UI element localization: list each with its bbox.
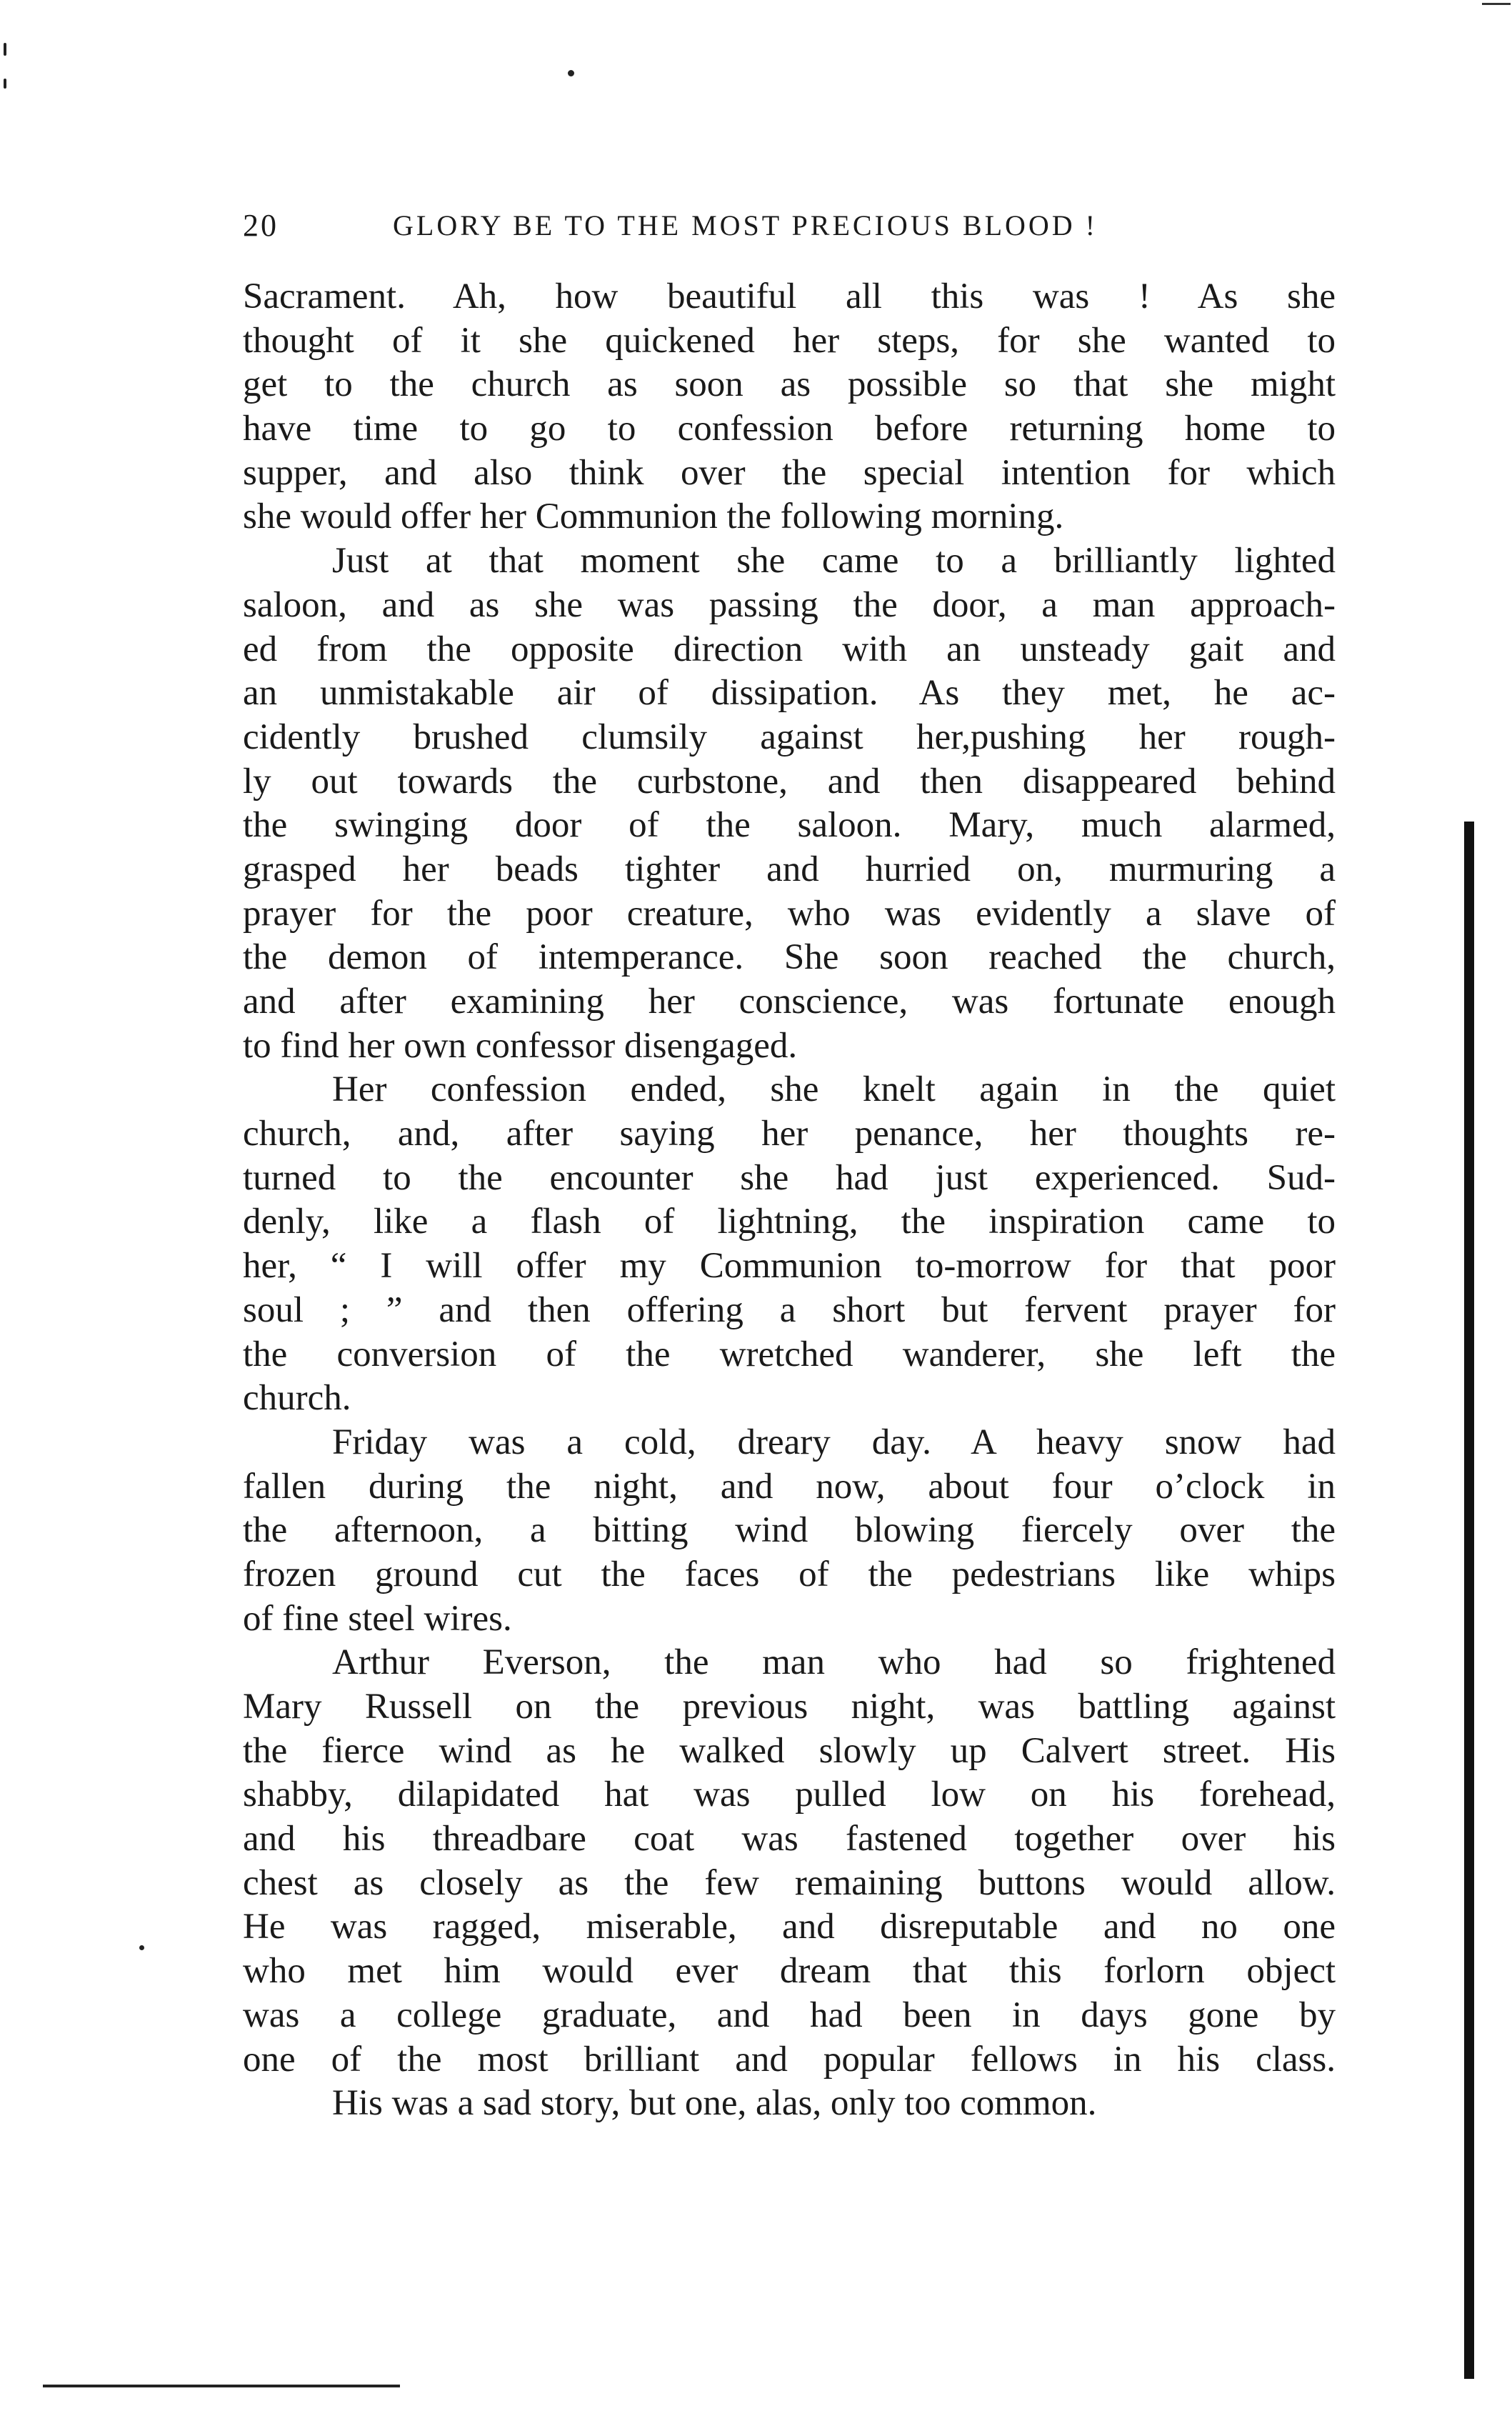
- text-line: Just at that moment she came to a brilliantly lighted: [332, 541, 1336, 581]
- text-line: ed from the opposite direction with an unsteady gait and: [243, 629, 1336, 669]
- page-header: [243, 207, 1200, 257]
- text-line: the demon of intemperance. She soon reached the church,: [243, 937, 1336, 978]
- text-line: have time to go to confession before returning home to: [243, 409, 1336, 449]
- text-line: get to the church as soon as possible so that she might: [243, 364, 1336, 405]
- text-line: and his threadbare coat was fastened together over his: [243, 1819, 1336, 1860]
- text-line: church, and, after saying her penance, her thoughts re-: [243, 1114, 1336, 1154]
- text-line: chest as closely as the few remaining buttons would allow.: [243, 1862, 1336, 1903]
- text-line: her, “ I will offer my Communion to-morrow for that poor: [243, 1246, 1336, 1287]
- text-line: turned to the encounter she had just experienced. Sud-: [243, 1157, 1336, 1198]
- text-line: soul ; ” and then offering a short but fervent prayer for: [243, 1289, 1336, 1330]
- text-line: Arthur Everson, the man who had so frightened: [332, 1642, 1336, 1683]
- text-line: Sacrament. Ah, how beautiful all this was ! As she: [243, 276, 1336, 316]
- text-line: cidently brushed clumsily against her,pushing her rough-: [243, 717, 1336, 757]
- text-line: one of the most brilliant and popular fellows in his class.: [243, 2039, 1336, 2080]
- body-text: [243, 275, 1336, 2126]
- text-line: was a college graduate, and had been in days gone by: [243, 1995, 1336, 2035]
- text-line: saloon, and as she was passing the door, a man approach-: [243, 584, 1336, 625]
- bottom-rule: [43, 2385, 400, 2387]
- text-line: and after examining her conscience, was fortunate enough: [243, 982, 1336, 1022]
- ink-speck: [4, 43, 6, 56]
- page-number: 20: [243, 208, 279, 243]
- ink-speck: [568, 70, 574, 76]
- text-line: of fine steel wires.: [243, 1598, 512, 1639]
- text-line: the fierce wind as he walked slowly up Calvert street. His: [243, 1730, 1336, 1771]
- text-line: thought of it she quickened her steps, for she wanted to: [243, 320, 1336, 361]
- text-line: grasped her beads tighter and hurried on, murmuring a: [243, 849, 1336, 889]
- text-line: the conversion of the wretched wanderer, she left the: [243, 1334, 1336, 1374]
- text-line: His was a sad story, but one, alas, only too common.: [332, 2083, 1097, 2124]
- page-edge-shadow: [1464, 822, 1474, 2379]
- text-line: Mary Russell on the previous night, was battling against: [243, 1687, 1336, 1727]
- text-line: who met him would ever dream that this forlorn object: [243, 1951, 1336, 1992]
- text-line: He was ragged, miserable, and disreputable and no one: [243, 1907, 1336, 1947]
- text-line: church.: [243, 1378, 351, 1419]
- text-line: shabby, dilapidated hat was pulled low on his forehead,: [243, 1774, 1336, 1815]
- text-line: Her confession ended, she knelt again in the quiet: [332, 1069, 1336, 1110]
- text-line: ly out towards the curbstone, and then disappeared behind: [243, 761, 1336, 802]
- text-line: prayer for the poor creature, who was evidently a slave of: [243, 893, 1336, 934]
- text-line: the afternoon, a bitting wind blowing fiercely over the: [243, 1510, 1336, 1551]
- text-line: she would offer her Communion the following morning.: [243, 496, 1064, 537]
- text-line: an unmistakable air of dissipation. As they met, he ac-: [243, 673, 1336, 714]
- ink-speck: [139, 1945, 144, 1950]
- running-title: GLORY BE TO THE MOST PRECIOUS BLOOD !: [393, 209, 1098, 241]
- text-line: fallen during the night, and now, about four o’clock in: [243, 1466, 1336, 1507]
- text-line: the swinging door of the saloon. Mary, much alarmed,: [243, 805, 1336, 846]
- ink-speck: [4, 79, 6, 89]
- text-line: to find her own confessor disengaged.: [243, 1025, 798, 1066]
- text-line: Friday was a cold, dreary day. A heavy snow had: [332, 1422, 1336, 1462]
- text-line: supper, and also think over the special intention for which: [243, 452, 1336, 493]
- text-line: denly, like a flash of lightning, the inspiration came to: [243, 1202, 1336, 1242]
- text-line: frozen ground cut the faces of the pedestrians like whips: [243, 1554, 1336, 1594]
- scan-edge-mark: [1482, 3, 1511, 5]
